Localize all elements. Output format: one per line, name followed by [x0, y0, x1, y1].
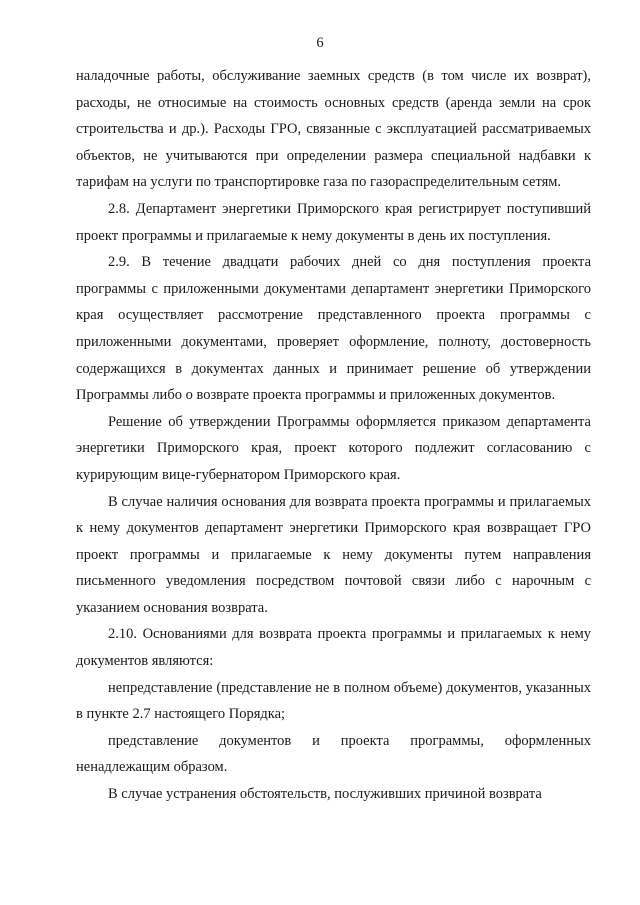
paragraph-2-10: 2.10. Основаниями для возврата проекта программы и прилагаемых к нему документов являются:	[76, 626, 591, 670]
paragraph-list-item-nonsubmission: непредставление (представление не в полном объеме) документов, указанных в пункте 2.7 настоящего Порядка;	[76, 679, 591, 723]
paragraph-list-item-improper-form: представление документов и проекта программы, оформленных ненадлежащим образом.	[76, 732, 591, 776]
paragraph-2-8: 2.8. Департамент энергетики Приморского края регистрирует поступивший проект программы и прилагаемые к нему документы в день их поступления.	[76, 200, 591, 244]
paragraph-2-9: 2.9. В течение двадцати рабочих дней со дня поступления проекта программы с приложенными документами департамент энергетики Приморского края осуществляет рассмотрение представленного проекта программы с приложенными документами, проверяет оформление, полноту, достоверность содержащихся в документах данных и принимает решение об утверждении Программы либо о возврате проекта программы и приложенных документов.	[76, 254, 591, 404]
paragraph-continuation: наладочные работы, обслуживание заемных средств (в том числе их возврат), расходы, не относимые на стоимость основных средств (аренда земли на срок строительства и др.). Расходы ГРО, связанные с эксплуатацией рассматриваемых объектов, не учитываются при определении размера специальной надбавки к тарифам на услуги по транспортировке газа по газораспределительным сетям.	[76, 68, 591, 191]
paragraph-return-grounds-case: В случае наличия основания для возврата проекта программы и прилагаемых к нему документов департамент энергетики Приморского края возвращает ГРО проект программы и прилагаемые к нему документы путем направления письменного уведомления посредством почтовой связи либо с нарочным с указанием основания возврата.	[76, 493, 591, 616]
page-number: 6	[316, 35, 324, 51]
paragraph-elimination-case: В случае устранения обстоятельств, послуживших причиной возврата	[108, 786, 542, 803]
paragraph-approval-decision: Решение об утверждении Программы оформляется приказом департамента энергетики Приморского края, проект которого подлежит согласованию с курирующим вице-губернатором Приморского края.	[76, 413, 591, 483]
document-body	[76, 63, 591, 808]
